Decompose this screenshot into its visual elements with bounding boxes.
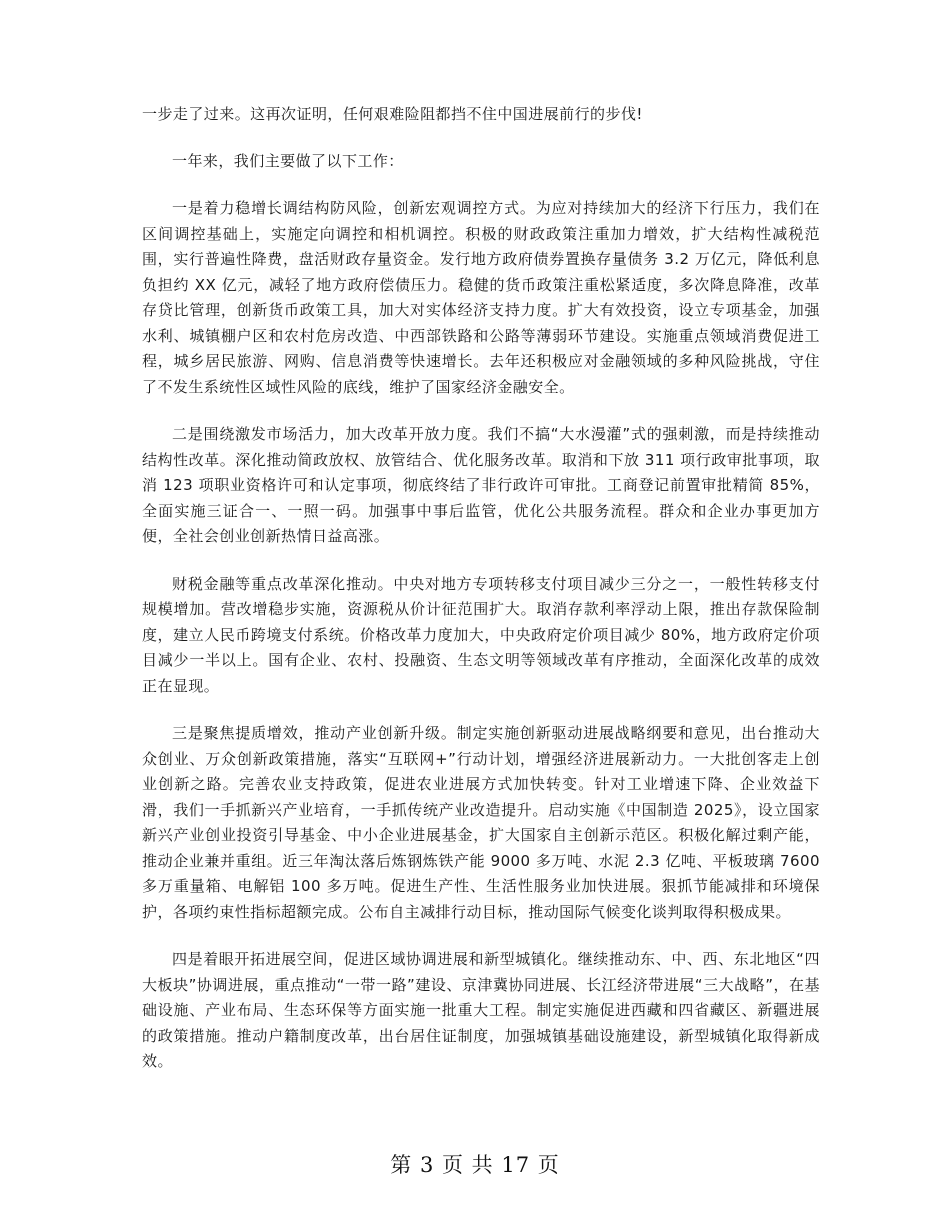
page-number-footer: 第 3 页 共 17 页 xyxy=(390,1153,560,1177)
paragraph-fiscal-finance: 财税金融等重点改革深化推动。中央对地方专项转移支付项目减少三分之一，一般性转移支付规模增加。营改增稳步实施，资源税从价计征范围扩大。取消存款利率浮动上限，推出存款保险制度，建立人民币跨境支付系统。价格改革力度加大，中央政府定价项目减少 80%，地方政府定价项目减少一半以上。国有企业、农村、投融资、生态文明等领域改革有序推动，全面深化改革的成效正在显现。 xyxy=(142,574,820,695)
paragraph-intro: 一年来，我们主要做了以下工作： xyxy=(172,151,404,170)
paragraph-reform-opening: 二是围绕激发市场活力，加大改革开放力度。我们不搞“大水漫灌”式的强刺激，而是持续推动结构性改革。深化推动简政放权、放管结合、优化服务改革。取消和下放 311 项行政审批事项，取消 123 项职业资格许可和认定事项，彻底终结了非行政许可审批。工商登记前置审批精简 85%，全面实施三证合一、一照一码。加强事中事后监管，优化公共服务流程。群众和企业办事更加方便，全社会创业创新热情日益高涨。 xyxy=(142,425,820,545)
paragraph-regional-development: 四是着眼开拓进展空间，促进区域协调进展和新型城镇化。继续推动东、中、西、东北地区“四大板块”协调进展，重点推动“一带一路”建设、京津冀协同进展、长江经济带进展“三大战略”，在基础设施、产业布局、生态环保等方面实施一批重大工程。制定实施促进西藏和四省藏区、新疆进展的政策措施。推动户籍制度改革，出台居住证制度，加强城镇基础设施建设，新型城镇化取得新成效。 xyxy=(142,950,820,1070)
paragraph-continuation: 一步走了过来。这再次证明，任何艰难险阻都挡不住中国进展前行的步伐! xyxy=(142,105,643,123)
paragraph-macro-control: 一是着力稳增长调结构防风险，创新宏观调控方式。为应对持续加大的经济下行压力，我们在区间调控基础上，实施定向调控和相机调控。积极的财政政策注重加力增效，扩大结构性减税范围，实行普遍性降费，盘活财政存量资金。发行地方政府债券置换存量债务 3.2 万亿元，降低利息负担约 XX 亿元，减轻了地方政府偿债压力。稳健的货币政策注重松紧适度，多次降息降准，改革存贷比管理，创新货币政策工具，加大对实体经济支持力度。扩大有效投资，设立专项基金，加强水利、城镇棚户区和农村危房改造、中西部铁路和公路等薄弱环节建设。实施重点领域消费促进工程，城乡居民旅游、网购、信息消费等快速增长。去年还积极应对金融领域的多种风险挑战，守住了不发生系统性区域性风险的底线，维护了国家经济金融安全。 xyxy=(142,199,820,396)
document-body xyxy=(142,102,820,1075)
paragraph-industry-upgrade: 三是聚焦提质增效，推动产业创新升级。制定实施创新驱动进展战略纲要和意见，出台推动大众创业、万众创新政策措施，落实“互联网+”行动计划，增强经济进展新动力。一大批创客走上创业创新之路。完善农业支持政策，促进农业进展方式加快转变。针对工业增速下降、企业效益下滑，我们一手抓新兴产业培育，一手抓传统产业改造提升。启动实施《中国制造 2025》，设立国家新兴产业创业投资引导基金、中小企业进展基金，扩大国家自主创新示范区。积极化解过剩产能，推动企业兼并重组。近三年淘汰落后炼钢炼铁产能 9000 多万吨、水泥 2.3 亿吨、平板玻璃 7600 多万重量箱、电解铝 100 多万吨。促进生产性、生活性服务业加快进展。狠抓节能减排和环境保护，各项约束性指标超额完成。公布自主减排行动目标，推动国际气候变化谈判取得积极成果。 xyxy=(142,724,820,921)
